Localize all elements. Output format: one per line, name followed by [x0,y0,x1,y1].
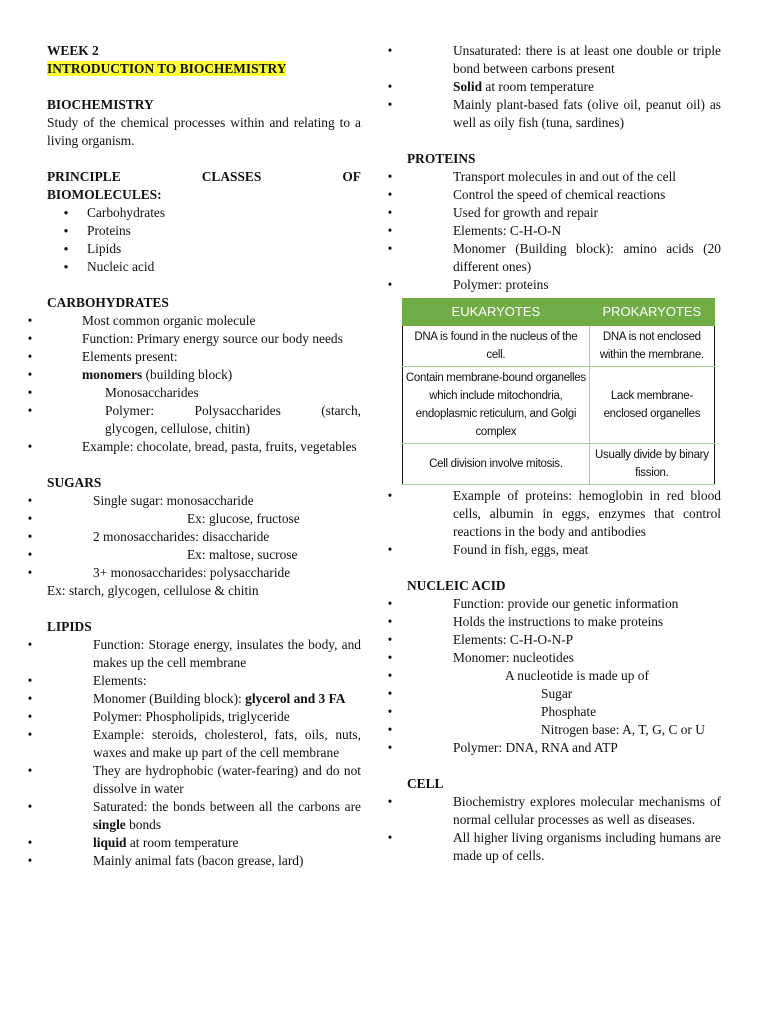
lipids-continued-list [407,42,721,132]
list-item: • All higher living organisms including humans are made up of cells. [407,829,721,865]
bold-term: glycerol and 3 FA [245,691,346,706]
heading-cell: CELL [407,776,444,791]
table-cell: DNA is found in the nucleus of the cell. [403,326,590,367]
list-item: • Unsaturated: there is at least one double or triple bond between carbons present [407,42,721,78]
list-item: • They are hydrophobic (water-fearing) and do not dissolve in water [47,762,361,798]
list-item [47,798,361,834]
heading-biomolecules: BIOMOLECULES: [47,187,162,202]
list-item: • Polymer: Phospholipids, triglyceride [47,708,361,726]
list-item: • Used for growth and repair [407,204,721,222]
list-item: • Holds the instructions to make proteins [407,613,721,631]
list-item: • Single sugar: monosaccharide [47,492,361,510]
list-item: • Elements: [47,672,361,690]
list-item [407,78,721,96]
heading-nucleic-acid: NUCLEIC ACID [407,578,506,593]
bold-term: monomers [82,367,143,382]
list-item: • Mainly plant-based fats (olive oil, peanut oil) as well as oily fish (tuna, sardines) [407,96,721,132]
list-item: • Polymer: DNA, RNA and ATP [407,739,721,757]
right-column [407,42,721,865]
lipids-list [47,636,361,870]
list-item: • Biochemistry explores molecular mechanisms of normal cellular processes as well as diseases. [407,793,721,829]
left-column [47,42,365,870]
list-item-text: at room temperature [126,835,239,850]
list-item: • Monomer: nucleotides [407,649,721,667]
heading-word: OF [342,169,361,184]
list-item: • Polymer: Polysaccharides (starch, glycogen, cellulose, chitin) [47,402,361,438]
list-item: • Nitrogen base: A, T, G, C or U [407,721,721,739]
bold-term: liquid [93,835,127,850]
list-item: • Phosphate [407,703,721,721]
table-cell: Contain membrane-bound organelles which include mitochondria, endoplasmic reticulum, and Golgi complex [403,367,590,444]
list-item: • Example of proteins: hemoglobin in red blood cells, albumin in eggs, enzymes that control reactions in the body and antibodies [407,487,721,541]
bold-term: single [93,817,126,832]
cell-list [407,793,721,865]
list-item-text: Monomer (Building block): [93,691,246,706]
list-item: ● Proteins [47,222,361,240]
list-item: • Elements present: [47,348,361,366]
list-item: • A nucleotide is made up of [407,667,721,685]
list-item [47,690,361,708]
list-item: • Ex: maltose, sucrose [47,546,361,564]
heading-principle-classes [47,168,361,186]
biochemistry-definition: Study of the chemical processes within and relating to a living organism. [47,115,361,148]
list-item: • Elements: C-H-O-N [407,222,721,240]
list-item: ● Carbohydrates [47,204,361,222]
list-item: ● Lipids [47,240,361,258]
eukaryote-prokaryote-table [402,298,715,485]
list-item: • Function: Storage energy, insulates the body, and makes up the cell membrane [47,636,361,672]
heading-sugars: SUGARS [47,475,102,490]
list-item: • Example: steroids, cholesterol, fats, oils, nuts, waxes and make up part of the cell membrane [47,726,361,762]
heading-carbohydrates: CARBOHYDRATES [47,295,169,310]
sugars-example: Ex: starch, glycogen, cellulose & chitin [47,583,259,598]
proteins-examples-list [407,487,721,559]
list-item-text: Saturated: the bonds between all the carbons are [93,799,361,814]
carbohydrates-list [47,312,365,456]
list-item: • Polymer: proteins [407,276,721,294]
table-row [403,444,715,485]
list-item: • Monosaccharides [47,384,361,402]
list-item: ● Nucleic acid [47,258,361,276]
table-row [403,326,715,367]
list-item: • Found in fish, eggs, meat [407,541,721,559]
list-item: • 2 monosaccharides: disaccharide [47,528,361,546]
list-item: • Elements: C-H-O-N-P [407,631,721,649]
document-title: INTRODUCTION TO BIOCHEMISTRY [47,61,287,76]
sugars-list [47,492,361,582]
list-item: • Transport molecules in and out of the cell [407,168,721,186]
bold-term: Solid [453,79,483,94]
table-cell: Cell division involve mitosis. [403,444,590,485]
list-item-text: bonds [125,817,162,832]
nucleic-acid-list [407,595,721,757]
list-item: • Example: chocolate, bread, pasta, fruits, vegetables [47,438,361,456]
list-item: • Monomer (Building block): amino acids (20 different ones) [407,240,721,276]
list-item-text: (building block) [142,367,233,382]
list-item [47,834,361,852]
list-item: • Control the speed of chemical reactions [407,186,721,204]
list-item: • Most common organic molecule [47,312,361,330]
week-label: WEEK 2 [47,43,99,58]
list-item [47,366,361,384]
heading-lipids: LIPIDS [47,619,92,634]
table-cell: DNA is not enclosed within the membrane. [589,326,714,367]
table-cell: Lack membrane-enclosed organelles [589,367,714,444]
list-item: • Sugar [407,685,721,703]
heading-biochemistry: BIOCHEMISTRY [47,97,154,112]
list-item: • 3+ monosaccharides: polysaccharide [47,564,361,582]
column-header: EUKARYOTES [403,299,590,326]
heading-word: PRINCIPLE [47,169,121,184]
column-header: PROKARYOTES [589,299,714,326]
list-item: • Function: Primary energy source our body needs [47,330,361,348]
list-item-text: at room temperature [482,79,594,94]
table-cell: Usually divide by binary fission. [589,444,714,485]
list-item: • Ex: glucose, fructose [47,510,361,528]
proteins-list [407,168,721,294]
heading-word: CLASSES [201,169,262,184]
list-item: • Function: provide our genetic information [407,595,721,613]
heading-proteins: PROTEINS [407,151,476,166]
biomolecule-list [47,204,361,276]
table-row [403,367,715,444]
list-item: • Mainly animal fats (bacon grease, lard) [47,852,361,870]
table-header-row [403,299,715,326]
